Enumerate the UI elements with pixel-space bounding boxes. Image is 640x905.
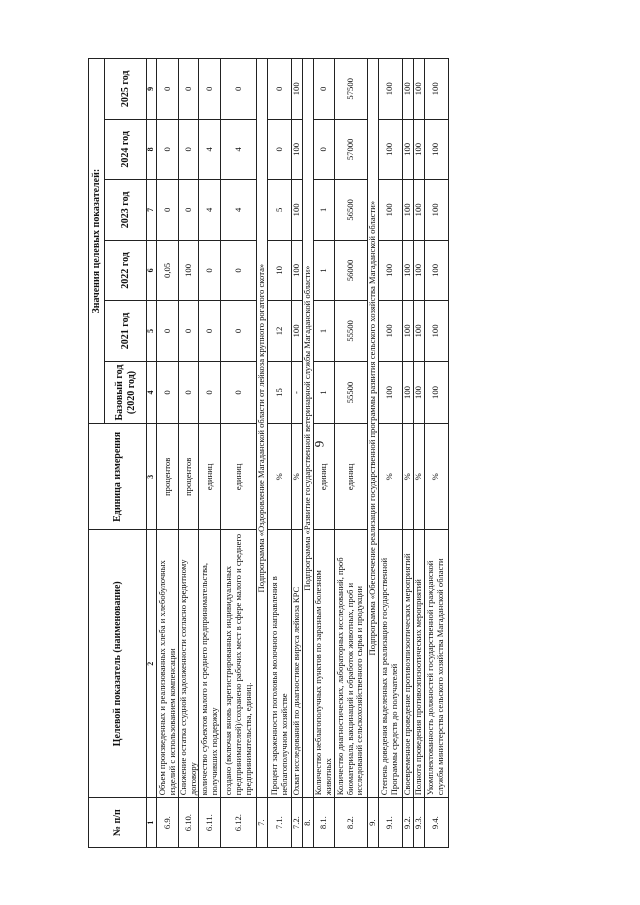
indicator-value: 0 — [199, 301, 221, 362]
row-number: 6.9. — [157, 798, 179, 848]
indicator-value: 100 — [424, 240, 448, 301]
subprogram-title: Подпрограмма «Обеспечение реализации государственной программы развития сельского хозяйства Магаданской области» — [367, 59, 378, 798]
column-index: 8 — [147, 119, 157, 180]
table-row — [292, 59, 303, 848]
indicator-value: 100 — [378, 361, 402, 424]
indicator-value: 100 — [413, 59, 424, 120]
indicator-name: Степень доведения выделенных на реализацию государственной Программы средств до получателей — [378, 530, 402, 798]
header-year: 2022 год — [105, 240, 147, 301]
indicator-unit: % — [402, 424, 413, 530]
row-number: 9.2. — [402, 798, 413, 848]
indicator-name: Количество неблагополучных пунктов по заразным болезням животных — [314, 530, 334, 798]
row-number: 8.2. — [334, 798, 367, 848]
table-row — [199, 59, 221, 848]
indicator-value: 0 — [221, 59, 257, 120]
indicator-value: 100 — [402, 301, 413, 362]
indicator-value: 4 — [199, 119, 221, 180]
header-year: 2025 год — [105, 59, 147, 120]
indicator-name: Укомплектованность должностей государственной гражданской службы министерства сельского хозяйства Магаданской области — [424, 530, 448, 798]
indicator-value: 0 — [268, 119, 292, 180]
indicator-value: 0 — [314, 59, 334, 120]
indicator-value: 100 — [424, 301, 448, 362]
column-index-row — [147, 59, 157, 848]
header-num: № п/п — [89, 798, 147, 848]
indicator-unit: процентов — [157, 424, 179, 530]
table-row — [157, 59, 179, 848]
indicator-value: 57000 — [334, 119, 367, 180]
header-year: 2021 год — [105, 301, 147, 362]
indicator-name: Своевременное проведение противоэпизоотических мероприятий — [402, 530, 413, 798]
indicator-value: 4 — [221, 119, 257, 180]
table-row — [179, 59, 199, 848]
indicator-value: 100 — [402, 59, 413, 120]
indicator-value: 100 — [402, 240, 413, 301]
column-index: 6 — [147, 240, 157, 301]
indicator-name: Количество диагностических, лабораторных исследований, проб биоматериала, вакцинаций и обработок животных, проб и исследований сельскохозяйственного сырья и продукции — [334, 530, 367, 798]
indicator-value: 0 — [221, 361, 257, 424]
indicator-unit: % — [268, 424, 292, 530]
indicator-value: 100 — [378, 240, 402, 301]
indicator-unit: % — [413, 424, 424, 530]
section-row — [303, 59, 314, 848]
indicator-name: Процент зараженности поголовья молочного направления в неблагополучном хозяйстве — [268, 530, 292, 798]
indicator-value: 55500 — [334, 361, 367, 424]
indicator-value: 0 — [179, 301, 199, 362]
indicator-unit: единиц — [334, 424, 367, 530]
indicator-value: 0 — [179, 180, 199, 241]
indicator-unit: единиц — [221, 424, 257, 530]
indicator-name: создано (включая вновь зарегистрированных индивидуальных предпринимателей)/сохранено рабочих мест в сфере малого и среднего предпринимательства, единиц. — [221, 530, 257, 798]
subprogram-title: Подпрограмма «Развитие государственной ветеринарной службы Магаданской области» — [303, 59, 314, 798]
indicator-value: 5 — [268, 180, 292, 241]
row-number: 9.1. — [378, 798, 402, 848]
row-number: 8.1. — [314, 798, 334, 848]
indicator-value: 0 — [157, 180, 179, 241]
indicator-value: - — [292, 361, 303, 424]
indicator-value: 100 — [413, 180, 424, 241]
indicator-value: 4 — [199, 180, 221, 241]
indicator-value: 100 — [413, 301, 424, 362]
indicator-value: 57500 — [334, 59, 367, 120]
indicator-value: 0 — [157, 119, 179, 180]
indicator-value: 4 — [221, 180, 257, 241]
indicator-value: 56500 — [334, 180, 367, 241]
indicator-value: 0 — [199, 361, 221, 424]
indicator-value: 100 — [413, 361, 424, 424]
subprogram-title: Подпрограмма «Оздоровление Магаданской области от лейкоза крупного рогатого скота» — [257, 59, 268, 798]
row-number: 7.1. — [268, 798, 292, 848]
indicator-value: 100 — [292, 301, 303, 362]
indicator-name: Снижение остатка ссудной задолженности согласно кредитному договору — [179, 530, 199, 798]
indicator-value: 100 — [292, 240, 303, 301]
table-row — [314, 59, 334, 848]
indicator-name: Объем произведенных и реализованных хлеба и хлебобулочных изделий с использованием компенсации — [157, 530, 179, 798]
indicator-value: 100 — [378, 301, 402, 362]
indicator-name: количество субъектов малого и среднего предпринимательства, получивших поддержку — [199, 530, 221, 798]
indicator-value: 55500 — [334, 301, 367, 362]
indicator-name: Полнота проведения противоэпизоотических мероприятий — [413, 530, 424, 798]
indicator-value: 10 — [268, 240, 292, 301]
indicator-value: 0 — [199, 59, 221, 120]
indicator-value: 1 — [314, 180, 334, 241]
column-index: 1 — [147, 798, 157, 848]
indicator-unit: % — [292, 424, 303, 530]
indicator-value: 1 — [314, 361, 334, 424]
indicator-value: 0 — [157, 361, 179, 424]
indicators-table — [88, 58, 449, 848]
indicators-table-wrapper — [88, 58, 468, 848]
indicator-value: 100 — [378, 59, 402, 120]
indicator-value: 100 — [378, 180, 402, 241]
indicator-value: 100 — [424, 180, 448, 241]
indicator-unit: единиц — [199, 424, 221, 530]
indicator-value: 0 — [157, 59, 179, 120]
header-year: 2023 год — [105, 180, 147, 241]
row-number: 7. — [257, 798, 268, 848]
header-base-year: Базовый год (2020 год) — [105, 361, 147, 424]
column-index: 5 — [147, 301, 157, 362]
indicator-name: Охват исследований по диагностике вируса лейкоза КРС — [292, 530, 303, 798]
indicator-value: 100 — [424, 119, 448, 180]
indicator-value: 0 — [179, 361, 199, 424]
section-row — [257, 59, 268, 848]
indicator-value: 1 — [314, 240, 334, 301]
indicator-value: 0 — [314, 119, 334, 180]
row-number: 6.12. — [221, 798, 257, 848]
indicator-unit: единиц — [314, 424, 334, 530]
row-number: 9.3. — [413, 798, 424, 848]
row-number: 7.2. — [292, 798, 303, 848]
table-row — [413, 59, 424, 848]
row-number: 6.10. — [179, 798, 199, 848]
table-row — [378, 59, 402, 848]
indicator-value: 0 — [179, 59, 199, 120]
indicator-value: 100 — [292, 119, 303, 180]
indicator-unit: процентов — [179, 424, 199, 530]
header-name: Целевой показатель (наименование) — [89, 530, 147, 798]
header-year: 2024 год — [105, 119, 147, 180]
indicator-value: 100 — [292, 180, 303, 241]
indicator-value: 0,05 — [157, 240, 179, 301]
indicator-value: 56000 — [334, 240, 367, 301]
indicator-value: 100 — [292, 59, 303, 120]
table-row — [424, 59, 448, 848]
column-index: 7 — [147, 180, 157, 241]
indicator-unit: % — [378, 424, 402, 530]
indicator-value: 12 — [268, 301, 292, 362]
indicator-value: 0 — [268, 59, 292, 120]
column-index: 9 — [147, 59, 157, 120]
page-number: 9 — [311, 440, 327, 448]
table-row — [334, 59, 367, 848]
section-row — [367, 59, 378, 848]
indicator-value: 100 — [402, 119, 413, 180]
indicator-value: 100 — [424, 361, 448, 424]
indicator-value: 100 — [179, 240, 199, 301]
table-row — [221, 59, 257, 848]
column-index: 3 — [147, 424, 157, 530]
row-number: 9.4. — [424, 798, 448, 848]
column-index: 2 — [147, 530, 157, 798]
indicator-value: 0 — [221, 240, 257, 301]
indicator-value: 15 — [268, 361, 292, 424]
table-body — [157, 59, 449, 848]
indicator-value: 0 — [179, 119, 199, 180]
indicator-value: 0 — [199, 240, 221, 301]
indicator-value: 1 — [314, 301, 334, 362]
row-number: 8. — [303, 798, 314, 848]
indicator-value: 100 — [413, 240, 424, 301]
table-row — [402, 59, 413, 848]
header-unit: Единица измерения — [89, 424, 147, 530]
row-number: 6.11. — [199, 798, 221, 848]
indicator-value: 100 — [424, 59, 448, 120]
indicator-unit: % — [424, 424, 448, 530]
indicator-value: 100 — [413, 119, 424, 180]
indicator-value: 100 — [378, 119, 402, 180]
table-row — [268, 59, 292, 848]
header-values-group: Значения целевых показателей: — [89, 59, 105, 424]
column-index: 4 — [147, 361, 157, 424]
indicator-value: 100 — [402, 361, 413, 424]
indicator-value: 100 — [402, 180, 413, 241]
row-number: 9. — [367, 798, 378, 848]
indicator-value: 0 — [221, 301, 257, 362]
indicator-value: 0 — [157, 301, 179, 362]
